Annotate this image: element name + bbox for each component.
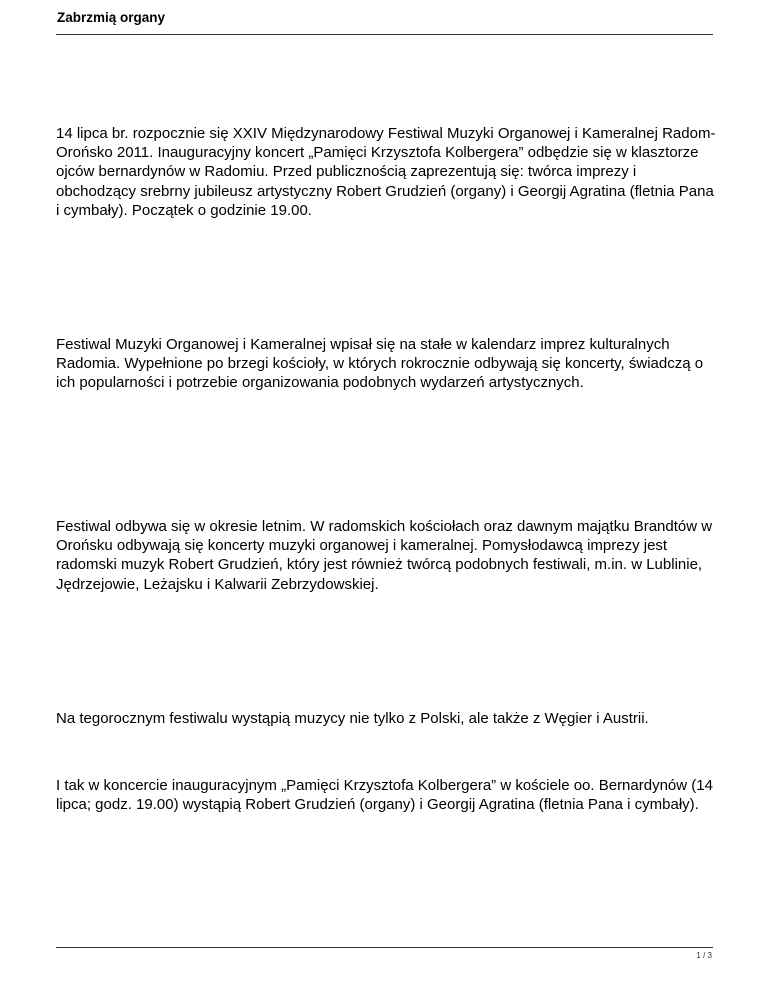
page-header-title: Zabrzmią organy [57,10,166,25]
article-paragraph-3: Festiwal odbywa się w okresie letnim. W radomskich kościołach oraz dawnym majątku Brandtów w Orońsku odbywają się koncerty muzyki organowej i kameralnej. Pomysłodawcą imprezy jest radomski muzyk Robert Grudzień, który jest również twórcą podobnych festiwali, m.in. w Lublinie, Jędrzejowie, Leżajsku i Kalwarii Zebrzydowskiej. [56,518,713,593]
page-number: 1 / 3 [696,951,712,960]
header-divider [56,34,713,35]
article-paragraph-4: Na tegorocznym festiwalu wystąpią muzycy nie tylko z Polski, ale także z Węgier i Austrii. [56,710,649,727]
article-paragraph-1: 14 lipca br. rozpocznie się XXIV Międzynarodowy Festiwal Muzyki Organowej i Kameralnej Radom-Orońsko 2011. Inauguracyjny koncert „Pamięci Krzysztofa Kolbergera” odbędzie się w klasztorze ojców bernardynów w Radomiu. Przed publicznością zaprezentują się: twórca imprezy i obchodzący srebrny jubileusz artystyczny Robert Grudzień (organy) i Georgij Agratina (fletnia Pana i cymbały). Początek o godzinie 19.00. [56,125,716,219]
article-paragraph-5: I tak w koncercie inauguracyjnym „Pamięci Krzysztofa Kolbergera” w kościele oo. Bernardynów (14 lipca; godz. 19.00) wystąpią Robert Grudzień (organy) i Georgij Agratina (fletnia Pana i cymbały). [56,777,713,814]
footer-divider [56,947,713,948]
article-paragraph-2: Festiwal Muzyki Organowej i Kameralnej wpisał się na stałe w kalendarz imprez kulturalnych Radomia. Wypełnione po brzegi kościoły, w których rokrocznie odbywają się koncerty, świadczą o ich popularności i potrzebie organizowania podobnych wydarzeń artystycznych. [56,336,704,392]
